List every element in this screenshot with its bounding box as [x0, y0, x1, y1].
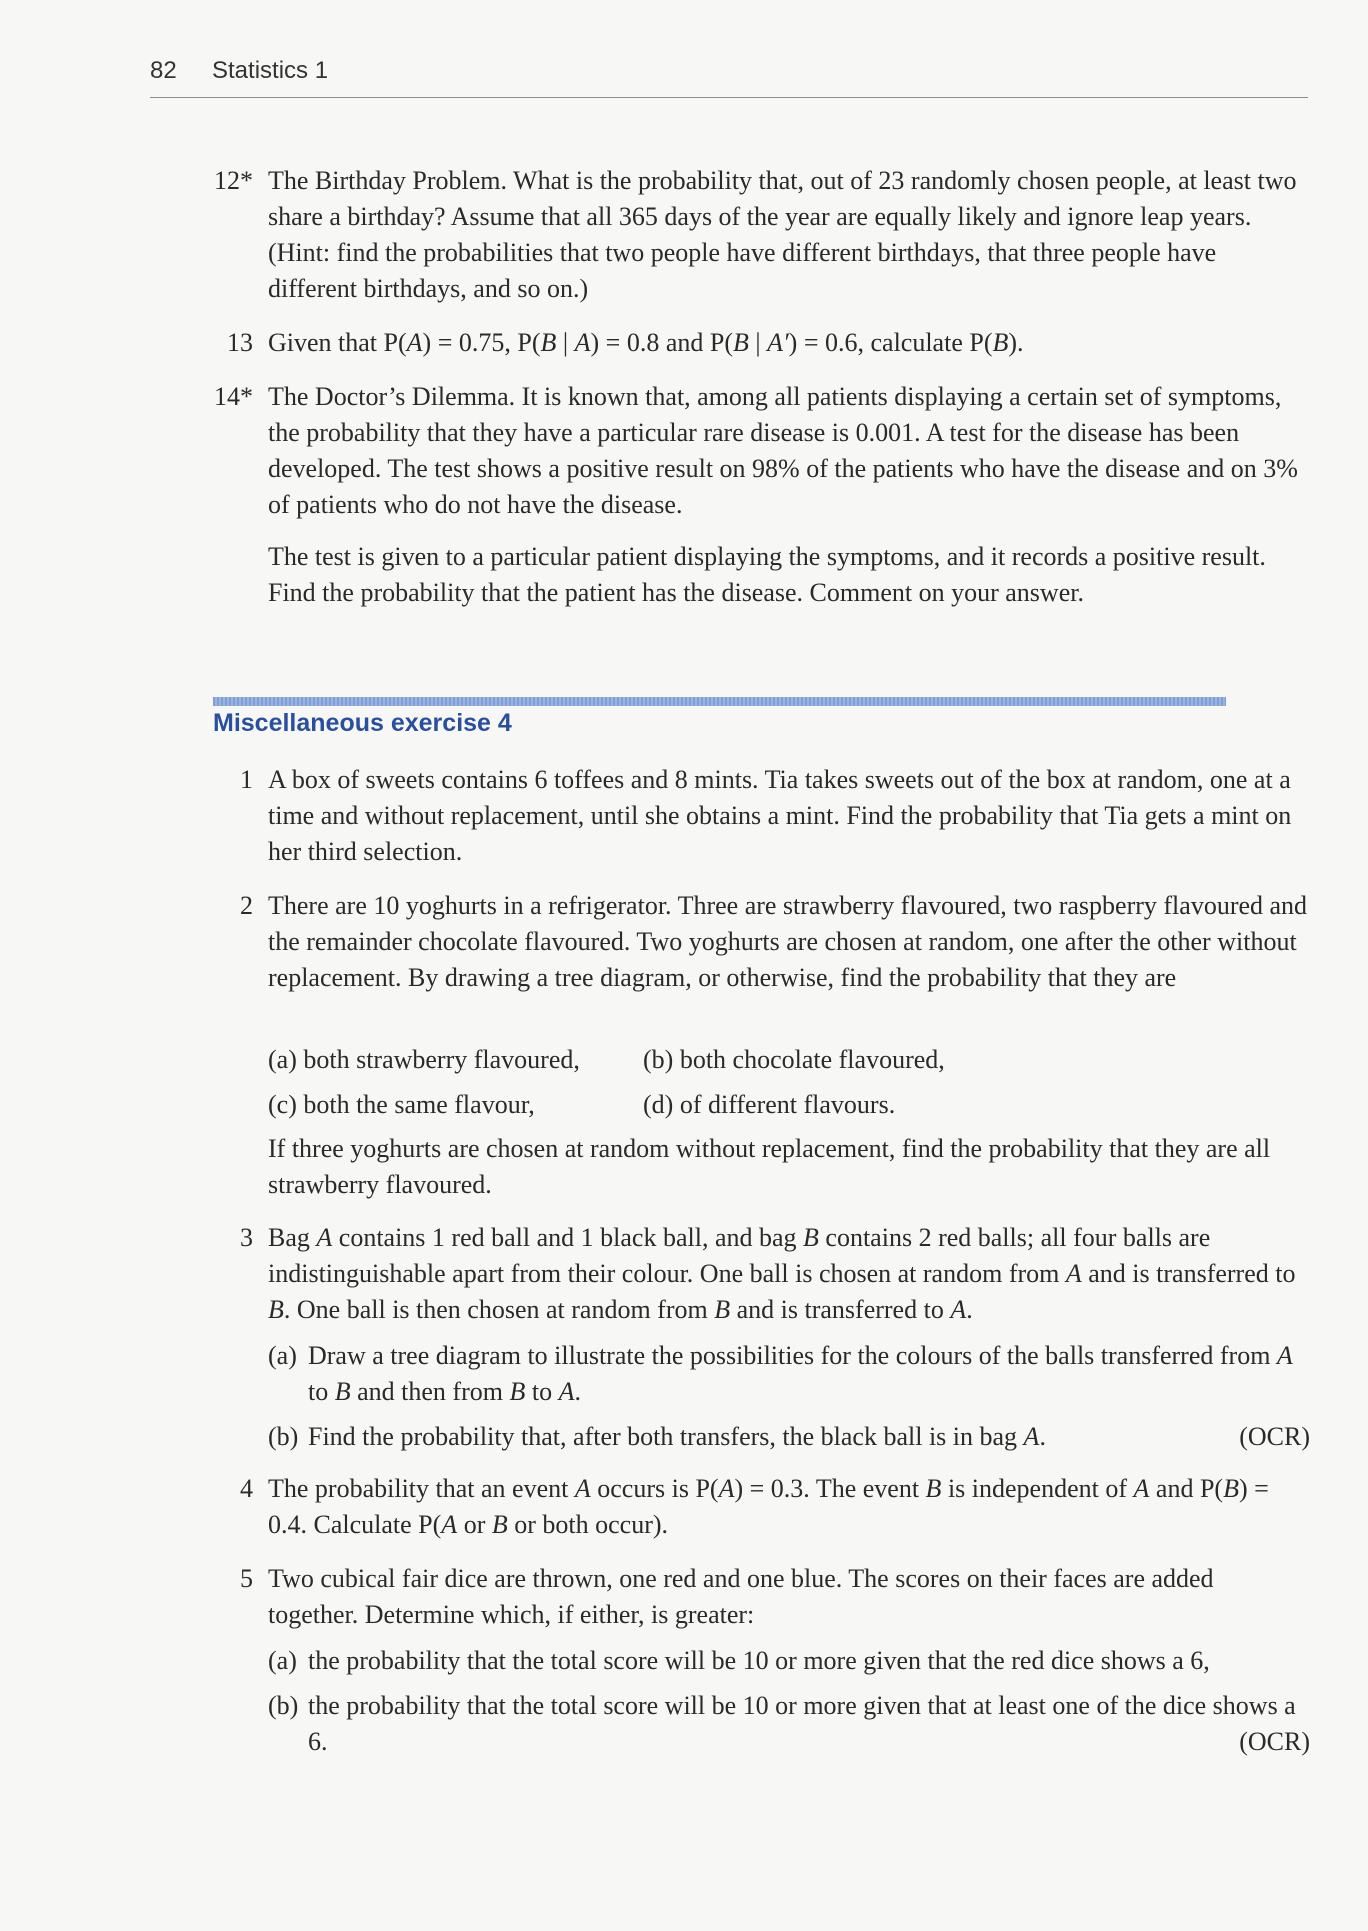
section-divider: [213, 697, 1226, 706]
exercise-3: [240, 1220, 1310, 1328]
question-number: 12*: [214, 166, 253, 195]
question-number: 2: [240, 891, 253, 920]
question-number: 14*: [214, 382, 253, 411]
question-14: [214, 379, 1310, 611]
question-number: 13: [227, 328, 253, 357]
part-text: the probability that the total score will be 10 or more given that at least one of the dice shows a 6.: [308, 1691, 1296, 1756]
question-text: The Birthday Problem. What is the probability that, out of 23 randomly chosen people, at least two share a birthday? Assume that all 365 days of the year are equally likely and ignore leap years. (Hint: find the probabilities that two people have different birthdays, that three people have different birthdays, and so on.): [268, 166, 1297, 303]
part-c: (c) both the same flavour,: [268, 1090, 535, 1119]
part-b: (b) both chocolate flavoured,: [643, 1045, 945, 1074]
source-label: (OCR): [1239, 1727, 1310, 1756]
question-number: 3: [240, 1223, 253, 1252]
exercise-1: [240, 762, 1310, 870]
source-label: (OCR): [1239, 1422, 1310, 1451]
part-a: [268, 1338, 1310, 1410]
question-number: 1: [240, 765, 253, 794]
question-13: [227, 325, 1310, 361]
part-text: Find the probability that, after both transfers, the black ball is in bag A.: [308, 1422, 1046, 1451]
question-text: The Doctor’s Dilemma. It is known that, among all patients displaying a certain set of symptoms, the probability that they have a particular rare disease is 0.001. A test for the disease has been developed. The test shows a positive result on 98% of the patients who have the disease and on 3% of patients who do not have the disease.: [268, 382, 1298, 519]
question-text: A box of sweets contains 6 toffees and 8 mints. Tia takes sweets out of the box at random, one at a time and without replacement, until she obtains a mint. Find the probability that Tia gets a mint on her third selection.: [268, 765, 1292, 866]
exercise-4: [240, 1471, 1310, 1543]
page-number: 82: [150, 57, 177, 84]
exercise-5: [240, 1561, 1310, 1633]
exercise-2-followup: [268, 1131, 1310, 1203]
part-a: [268, 1643, 1310, 1679]
part-label: (a): [268, 1341, 297, 1370]
question-text-continued: The test is given to a particular patient displaying the symptoms, and it records a positive result. Find the probability that the patient has the disease. Comment on your answer.: [268, 542, 1266, 607]
running-title: Statistics 1: [212, 57, 329, 84]
question-number: 4: [240, 1474, 253, 1503]
question-text: If three yoghurts are chosen at random without replacement, find the probability that they are all strawberry flavoured.: [268, 1134, 1271, 1199]
section-title: Miscellaneous exercise 4: [213, 709, 512, 737]
question-12: [214, 163, 1310, 307]
part-a: (a) both strawberry flavoured,: [268, 1045, 580, 1074]
part-label: (b): [268, 1422, 299, 1451]
question-text: Bag A contains 1 red ball and 1 black ball, and bag B contains 2 red balls; all four balls are indistinguishable apart from their colour. One ball is chosen at random from A and is transferred to B. One ball is then chosen at random from B and is transferred to A.: [268, 1223, 1296, 1324]
part-d: (d) of different flavours.: [643, 1090, 896, 1119]
part-b: [268, 1419, 1310, 1455]
exercise-2: [240, 888, 1310, 996]
part-text: the probability that the total score will be 10 or more given that the red dice shows a 6,: [308, 1646, 1210, 1675]
question-text: Given that P(A) = 0.75, P(B | A) = 0.8 and P(B | A′) = 0.6, calculate P(B).: [268, 328, 1024, 357]
part-label: (a): [268, 1646, 297, 1675]
question-text: There are 10 yoghurts in a refrigerator. Three are strawberry flavoured, two raspberry flavoured and the remainder chocolate flavoured. Two yoghurts are chosen at random, one after the other without replacement. By drawing a tree diagram, or otherwise, find the probability that they are: [268, 891, 1308, 992]
question-text: The probability that an event A occurs is P(A) = 0.3. The event B is independent of A and P(B) = 0.4. Calculate P(A or B or both occur).: [268, 1474, 1269, 1539]
page-header: [150, 55, 1308, 98]
part-label: (b): [268, 1691, 299, 1720]
question-number: 5: [240, 1564, 253, 1593]
question-text: Two cubical fair dice are thrown, one red and one blue. The scores on their faces are added together. Determine which, if either, is greater:: [268, 1564, 1214, 1629]
part-b: [268, 1688, 1310, 1760]
part-text: Draw a tree diagram to illustrate the possibilities for the colours of the balls transferred from A to B and then from B to A.: [308, 1341, 1293, 1406]
